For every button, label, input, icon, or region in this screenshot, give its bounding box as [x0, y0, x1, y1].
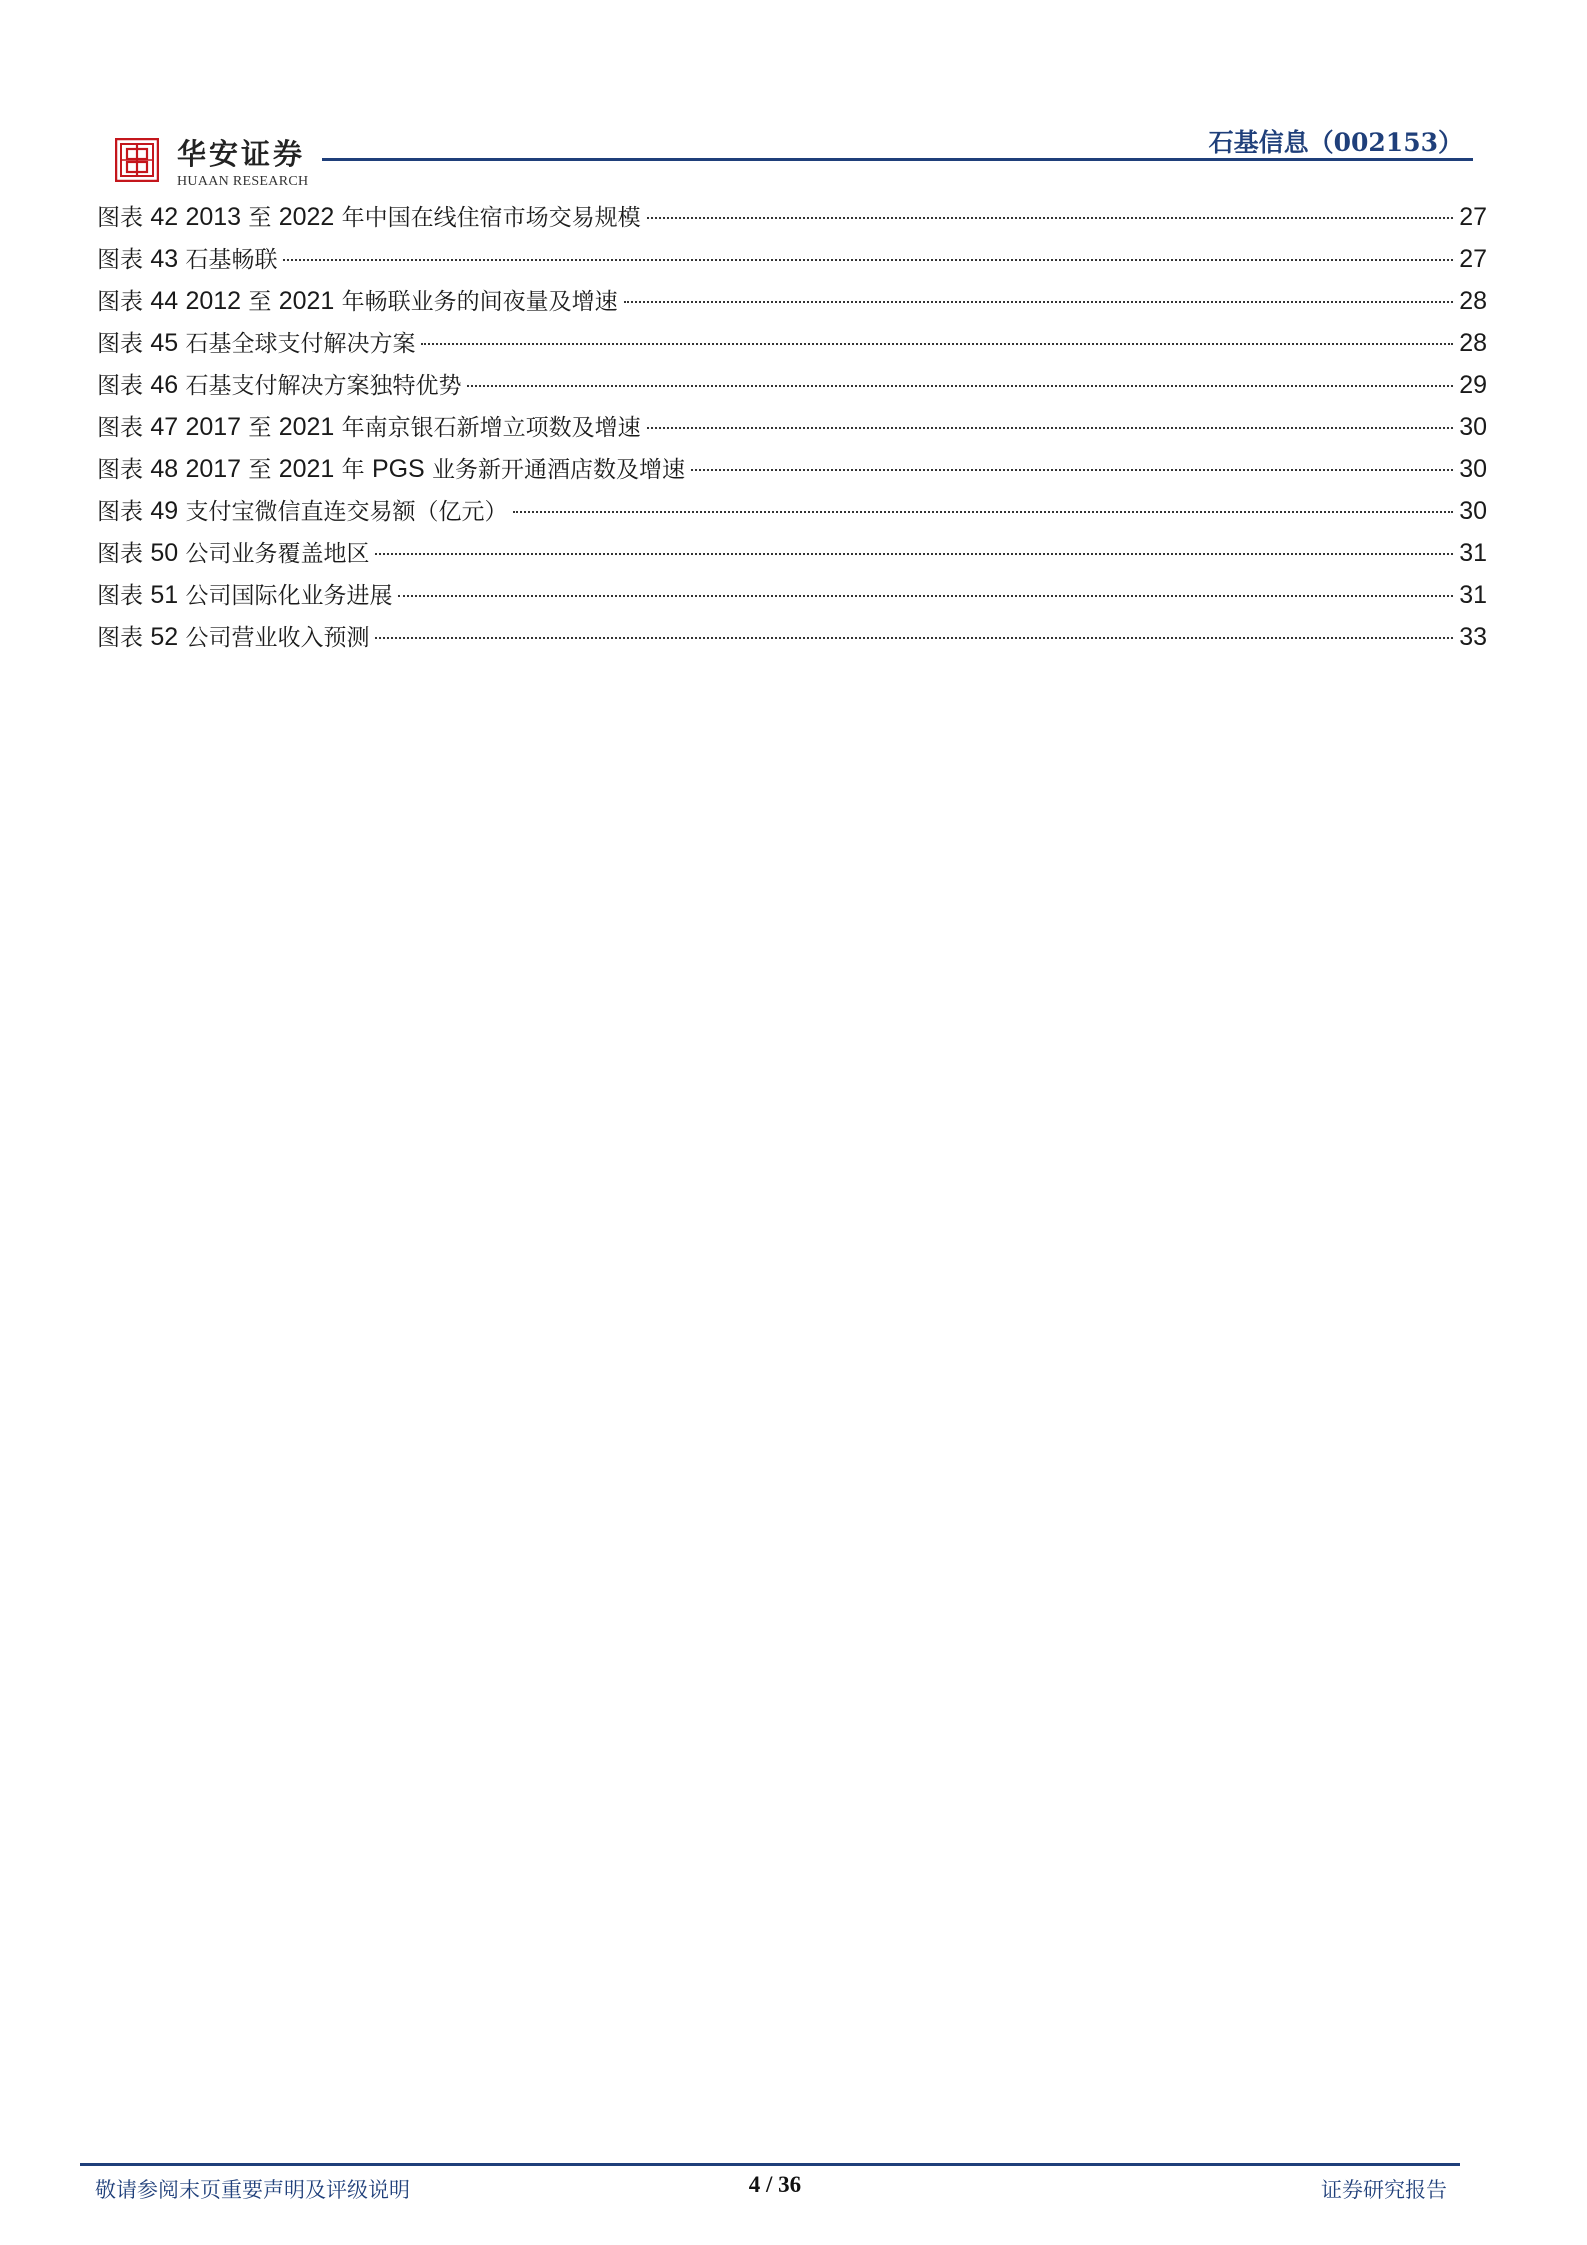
toc-entry-title-segment: PGS: [371, 455, 425, 483]
brand-name-cn: 华安证券: [177, 137, 306, 171]
toc-entry-title-segment: 至: [241, 415, 279, 441]
toc-entry-title: [97, 532, 369, 575]
toc-entry-title: [97, 448, 685, 491]
toc-entry-number: 44: [150, 287, 179, 315]
toc-leader-dots: [513, 511, 1453, 513]
toc-leader-dots: [647, 217, 1454, 219]
toc-leader-dots: [398, 595, 1453, 597]
toc-leader-dots: [283, 259, 1453, 261]
toc-leader-dots: [421, 343, 1453, 345]
report-title: 石基信息（002153）: [1208, 128, 1463, 157]
toc-entry-title: [97, 322, 415, 365]
toc-entry[interactable]: [97, 196, 1487, 238]
toc-entry-title-segment: 年中国在线住宿市场交易规模: [334, 205, 641, 231]
toc-entry-title: [97, 490, 507, 533]
disclaimer-note: 敬请参阅末页重要声明及评级说明: [95, 2178, 410, 2202]
toc-entry-page: 28: [1459, 329, 1487, 357]
toc-entry-page: 27: [1459, 203, 1487, 231]
toc-entry-number: 50: [150, 539, 179, 567]
toc-entry-title-segment: 至: [241, 205, 279, 231]
toc-entry-title-segment: 石基全球支付解决方案: [185, 331, 416, 357]
toc-entry-title-segment: 年南京银石新增立项数及增速: [334, 415, 641, 441]
huaan-seal-logo-icon: [115, 138, 159, 182]
toc-entry-prefix: 图表: [97, 247, 143, 273]
toc-leader-dots: [647, 427, 1454, 429]
toc-entry-number: 47: [150, 413, 179, 441]
toc-entry-prefix: 图表: [97, 625, 143, 651]
toc-entry-title-segment: 至: [241, 457, 279, 483]
toc-entry-title-segment: 公司国际化业务进展: [185, 583, 393, 609]
brand-name-en: HUAAN RESEARCH: [177, 174, 309, 189]
toc-entry-page: 27: [1459, 245, 1487, 273]
toc-entry-prefix: 图表: [97, 457, 143, 483]
toc-entry[interactable]: [97, 448, 1487, 490]
toc-entry-title-segment: 2021: [278, 287, 335, 315]
toc-entry-prefix: 图表: [97, 373, 143, 399]
toc-entry-page: 31: [1459, 581, 1487, 609]
toc-entry-title: [97, 406, 641, 449]
toc-entry[interactable]: [97, 280, 1487, 322]
toc-entry-number: 46: [150, 371, 179, 399]
toc-entry-title: [97, 574, 392, 617]
toc-entry-number: 52: [150, 623, 179, 651]
toc-entry-title: [97, 196, 641, 239]
toc-entry-prefix: 图表: [97, 331, 143, 357]
toc-entry-prefix: 图表: [97, 289, 143, 315]
toc-entry-page: 30: [1459, 413, 1487, 441]
toc-entry-title-segment: 2012: [185, 287, 242, 315]
toc-entry-number: 48: [150, 455, 179, 483]
figure-index-list: [97, 196, 1487, 658]
toc-entry-page: 31: [1459, 539, 1487, 567]
toc-entry[interactable]: [97, 406, 1487, 448]
toc-entry-prefix: 图表: [97, 415, 143, 441]
report-type: 证券研究报告: [1321, 2178, 1447, 2202]
toc-entry-page: 29: [1459, 371, 1487, 399]
toc-entry-prefix: 图表: [97, 583, 143, 609]
toc-entry-title-segment: 支付宝微信直连交易额（亿元）: [185, 499, 508, 525]
toc-leader-dots: [624, 301, 1454, 303]
toc-entry[interactable]: [97, 532, 1487, 574]
toc-leader-dots: [467, 385, 1453, 387]
toc-entry-title-segment: 公司业务覆盖地区: [185, 541, 370, 567]
toc-entry-number: 45: [150, 329, 179, 357]
toc-entry-title-segment: 石基畅联: [185, 247, 278, 273]
footer-divider: [80, 2163, 1460, 2166]
toc-entry-title-segment: 至: [241, 289, 279, 315]
toc-entry-title-segment: 2022: [278, 203, 335, 231]
toc-entry-page: 28: [1459, 287, 1487, 315]
toc-entry[interactable]: [97, 616, 1487, 658]
toc-entry-prefix: 图表: [97, 541, 143, 567]
toc-entry[interactable]: [97, 574, 1487, 616]
toc-entry-title: [97, 280, 618, 323]
toc-entry-page: 33: [1459, 623, 1487, 651]
toc-entry-title: [97, 364, 461, 407]
toc-entry-page: 30: [1459, 455, 1487, 483]
toc-entry-title-segment: 公司营业收入预测: [185, 625, 370, 651]
toc-entry-title: [97, 238, 277, 281]
toc-entry-title-segment: 年畅联业务的间夜量及增速: [334, 289, 618, 315]
toc-leader-dots: [375, 637, 1453, 639]
page-header: [115, 118, 1473, 190]
toc-entry-title-segment: 石基支付解决方案独特优势: [185, 373, 462, 399]
toc-entry[interactable]: [97, 322, 1487, 364]
toc-entry-prefix: 图表: [97, 499, 143, 525]
toc-entry-title-segment: 2017: [185, 455, 242, 483]
toc-entry-number: 42: [150, 203, 179, 231]
toc-entry-number: 43: [150, 245, 179, 273]
toc-entry-title-segment: 2021: [278, 413, 335, 441]
toc-entry-prefix: 图表: [97, 205, 143, 231]
toc-entry-title-segment: 2017: [185, 413, 242, 441]
toc-entry-title-segment: 年: [334, 457, 372, 483]
toc-entry-title: [97, 616, 369, 659]
toc-entry-number: 49: [150, 497, 179, 525]
toc-entry[interactable]: [97, 364, 1487, 406]
page-number: 4 / 36: [748, 2172, 802, 2197]
toc-entry-title-segment: 2013: [185, 203, 242, 231]
toc-entry[interactable]: [97, 490, 1487, 532]
toc-entry-page: 30: [1459, 497, 1487, 525]
toc-leader-dots: [375, 553, 1453, 555]
toc-leader-dots: [691, 469, 1453, 471]
toc-entry-number: 51: [150, 581, 179, 609]
toc-entry-title-segment: 2021: [278, 455, 335, 483]
header-divider: [322, 158, 1473, 161]
toc-entry-title-segment: 业务新开通酒店数及增速: [424, 457, 686, 483]
toc-entry[interactable]: [97, 238, 1487, 280]
